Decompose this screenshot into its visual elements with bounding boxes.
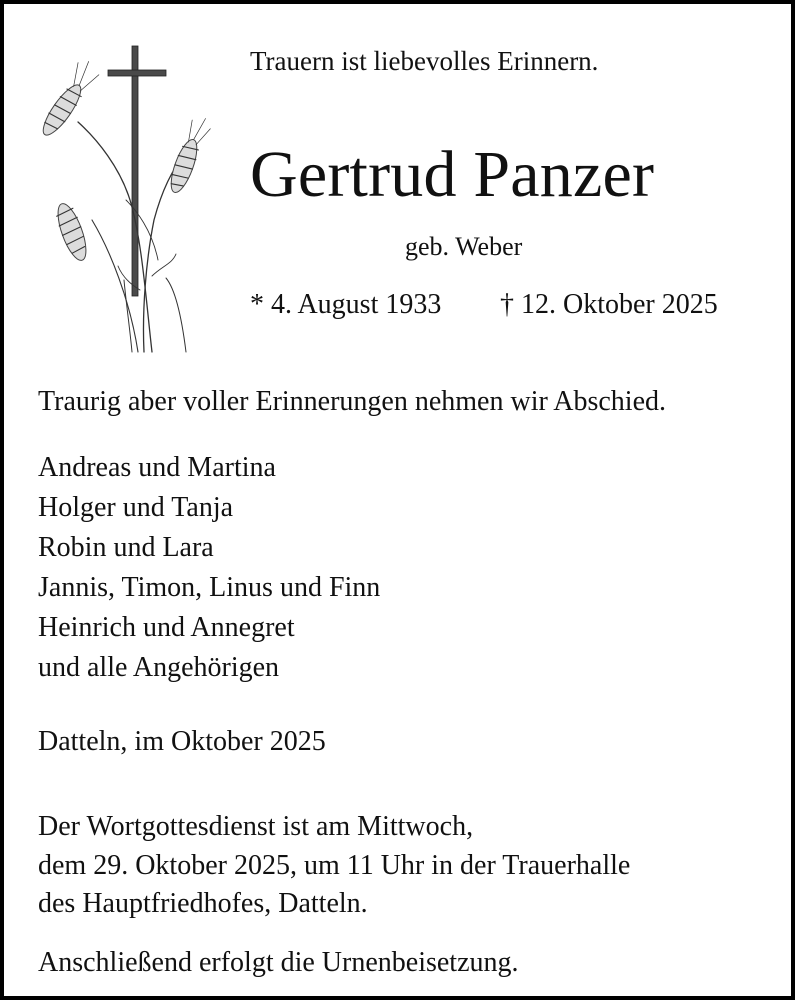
birth-date: * 4. August 1933 — [250, 289, 442, 320]
mourner-line: Heinrich und Annegret — [38, 612, 295, 643]
service-line: dem 29. Oktober 2025, um 11 Uhr in der Trauerhalle — [38, 849, 631, 881]
farewell-sentence: Traurig aber voller Erinnerungen nehmen wir Abschied. — [38, 386, 667, 417]
maiden-name: geb. Weber — [405, 232, 523, 261]
service-info — [38, 808, 630, 924]
mourner-line: Robin und Lara — [38, 532, 214, 563]
mourner-line: Andreas und Martina — [38, 452, 276, 483]
service-line: Der Wortgottesdienst ist am Mittwoch, — [38, 811, 474, 842]
burial-note: Anschließend erfolgt die Urnenbeisetzung. — [38, 947, 519, 978]
death-date: † 12. Oktober 2025 — [500, 289, 718, 320]
motto: Trauern ist liebevolles Erinnern. — [250, 46, 599, 76]
mourners-list — [38, 448, 380, 688]
service-line: des Hauptfriedhofes, Datteln. — [38, 888, 368, 919]
mourner-line: Holger und Tanja — [38, 492, 234, 523]
mourner-line: Jannis, Timon, Linus und Finn — [38, 572, 381, 603]
cross-with-wheat-icon — [26, 40, 236, 360]
mourner-line: und alle Angehörigen — [38, 652, 280, 683]
place-date: Datteln, im Oktober 2025 — [38, 726, 326, 757]
deceased-name: Gertrud Panzer — [250, 138, 655, 211]
